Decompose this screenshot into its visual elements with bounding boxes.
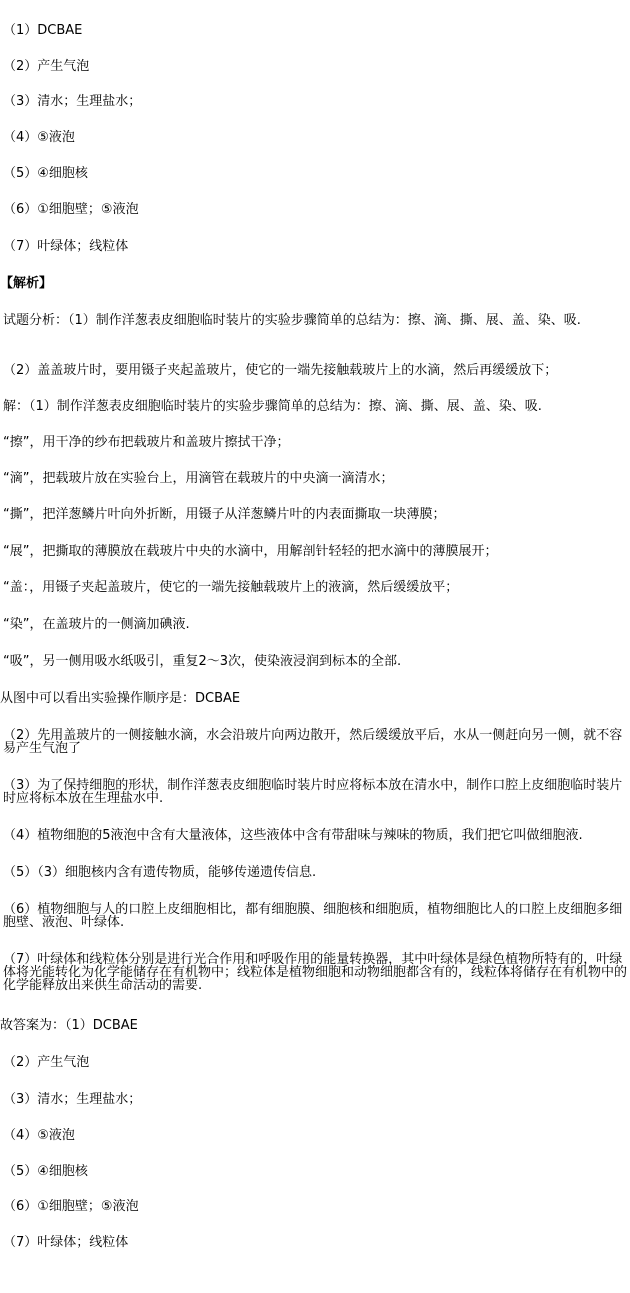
answer-line-2: （2）产生气泡 [3, 59, 90, 74]
analysis-step-absorb: “吸”，另一侧用吸水纸吸引，重复2～3次，使染液浸润到标本的全部. [3, 654, 402, 669]
analysis-point-6: （6）植物细胞与人的口腔上皮细胞相比，都有细胞膜、细胞核和细胞质，植物细胞比人的口腔上皮细胞多细胞壁、液泡、叶绿体. [3, 902, 623, 930]
final-answer-line-4: （4）⑤液泡 [3, 1128, 75, 1143]
final-answer-line-1: 故答案为：（1）DCBAE [0, 1018, 138, 1033]
answer-line-3: （3）清水；生理盐水； [3, 94, 142, 109]
final-answer-line-6: （6）①细胞壁；⑤液泡 [3, 1199, 139, 1214]
analysis-step-drop: “滴”，把载玻片放在实验台上，用滴管在载玻片的中央滴一滴清水； [3, 471, 394, 486]
answer-line-4: （4）⑤液泡 [3, 130, 75, 145]
analysis-step-cover: “盖：，用镊子夹起盖玻片，使它的一端先接触载玻片上的液滴，然后缓缓放平； [3, 580, 459, 595]
analysis-summary: 试题分析：（1）制作洋葱表皮细胞临时装片的实验步骤简单的总结为：擦、滴、撕、展、盖、染、吸. [3, 313, 581, 328]
analysis-step-tear: “撕”，把洋葱鳞片叶向外折断，用镊子从洋葱鳞片叶的内表面撕取一块薄膜； [3, 507, 446, 522]
analysis-step-stain: “染”，在盖玻片的一侧滴加碘液. [3, 617, 190, 632]
final-answer-line-5: （5）④细胞核 [3, 1164, 88, 1179]
analysis-step-spread: “展”，把撕取的薄膜放在载玻片中央的水滴中，用解剖针轻轻的把水滴中的薄膜展开； [3, 544, 498, 559]
final-answer-line-2: （2）产生气泡 [3, 1055, 90, 1070]
analysis-step-wipe: “擦”，用干净的纱布把载玻片和盖玻片擦拭干净； [3, 435, 290, 450]
analysis-point-4: （4）植物细胞的5液泡中含有大量液体，这些液体中含有带甜味与辣味的物质，我们把它叫做细胞液. [3, 828, 583, 843]
analysis-line-3: 解：（1）制作洋葱表皮细胞临时装片的实验步骤简单的总结为：擦、滴、撕、展、盖、染、吸. [3, 399, 542, 414]
analysis-line-2: （2）盖盖玻片时，要用镊子夹起盖玻片，使它的一端先接触载玻片上的水滴，然后再缓缓放下； [3, 363, 558, 378]
analysis-order: 从图中可以看出实验操作顺序是：DCBAE [0, 691, 241, 706]
analysis-heading: 【解析】 [0, 276, 53, 291]
analysis-point-2: （2）先用盖玻片的一侧接触水滴，水会沿玻片向两边散开，然后缓缓放平后，水从一侧赶向另一侧，就不容易产生气泡了 [3, 728, 623, 756]
final-answer-line-7: （7）叶绿体；线粒体 [3, 1235, 129, 1250]
analysis-point-7: （7）叶绿体和线粒体分别是进行光合作用和呼吸作用的能量转换器，其中叶绿体是绿色植物所特有的，叶绿体将光能转化为化学能储存在有机物中；线粒体是植物细胞和动物细胞都含有的，线粒体将储存在有机物中的化学能释放出来供生命活动的需要. [3, 952, 628, 993]
analysis-point-3: （3）为了保持细胞的形状，制作洋葱表皮细胞临时装片时应将标本放在清水中，制作口腔上皮细胞临时装片时应将标本放在生理盐水中. [3, 778, 623, 806]
answer-line-6: （6）①细胞壁；⑤液泡 [3, 202, 139, 217]
final-answer-line-3: （3）清水；生理盐水； [3, 1092, 142, 1107]
answer-line-5: （5）④细胞核 [3, 166, 88, 181]
analysis-point-5: （5）（3）细胞核内含有遗传物质，能够传递遗传信息. [3, 865, 317, 880]
answer-line-7: （7）叶绿体；线粒体 [3, 239, 129, 254]
answer-line-1: （1）DCBAE [3, 23, 83, 38]
